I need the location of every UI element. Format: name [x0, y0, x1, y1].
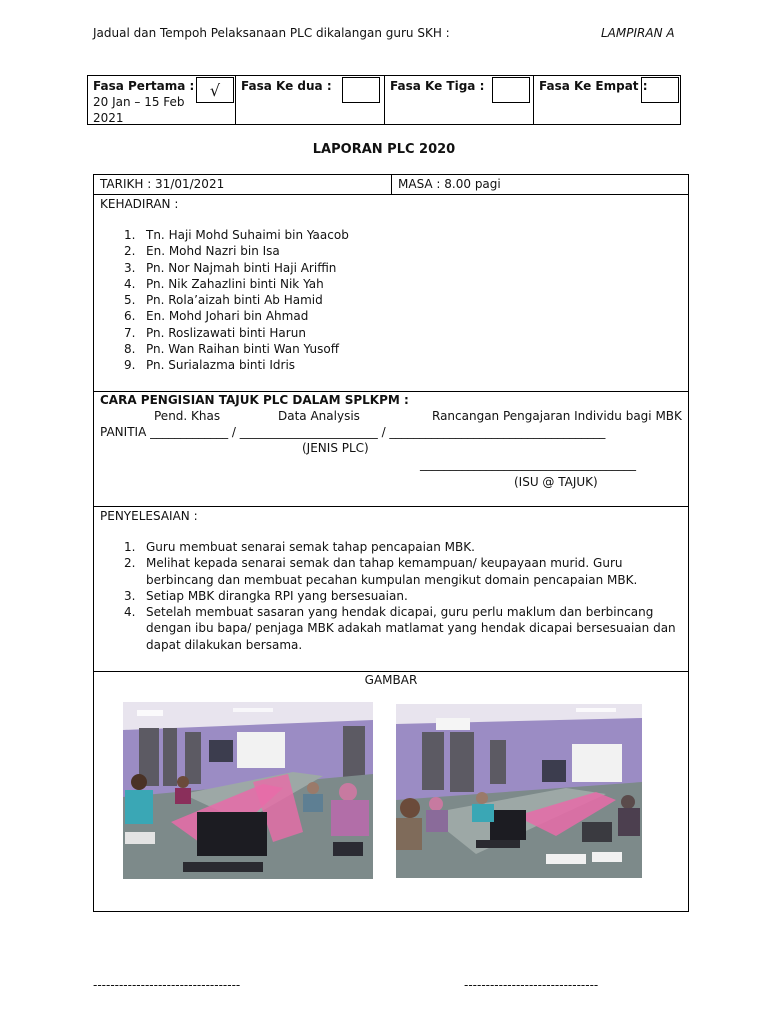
report-title: LAPORAN PLC 2020 [312, 142, 456, 157]
resolution-item [124, 588, 676, 604]
phase-table [87, 75, 681, 125]
report-time: MASA : 8.00 pagi [398, 177, 501, 191]
phase-checkbox-first[interactable]: √ [196, 77, 234, 103]
panitia-value: Pend. Khas [154, 409, 221, 423]
meeting-photo-1-image [123, 702, 373, 879]
cell-divider [391, 175, 392, 194]
attendee-item-number: 4. [124, 276, 136, 291]
plc-type-value: Data Analysis [278, 409, 360, 423]
resolution-item [124, 555, 676, 588]
report-table [93, 174, 689, 912]
attendee-item-text: Tn. Haji Mohd Suhaimi bin Yaacob [146, 228, 349, 242]
document-header-title: Jadual dan Tempoh Pelaksanaan PLC dikalangan guru SKH : [93, 26, 450, 40]
attachment-label: LAMPIRAN A [601, 26, 675, 40]
attendee-item-text: Pn. Nor Najmah binti Haji Ariffin [146, 260, 337, 275]
phase-label-fourth: Fasa Ke Empat : [539, 79, 648, 93]
attendance-row [94, 195, 688, 392]
attendee-item-text: Pn. Nik Zahazlini binti Nik Yah [146, 276, 324, 291]
resolution-item-text: Melihat kepada senarai semak dan tahap kemampuan/ keupayaan murid. Guru berbincang dan membuat pecahan kumpulan mengikut domain pencapaian MBK. [146, 556, 638, 587]
phase-cell-first [88, 76, 236, 124]
attendee-item [124, 341, 349, 357]
method-title: CARA PENGISIAN TAJUK PLC DALAM SPLKPM : [100, 393, 409, 407]
attendee-item-number: 8. [124, 342, 136, 357]
attendee-item-number: 5. [124, 293, 136, 308]
attendee-item [124, 308, 349, 324]
phase-cell-fourth [534, 76, 680, 124]
attendee-item-number: 3. [124, 260, 136, 275]
resolution-item-number: 3. [124, 588, 136, 603]
phase-cell-third [385, 76, 534, 124]
method-row [94, 392, 688, 507]
attendee-item-text: En. Mohd Johari bin Ahmad [146, 309, 309, 324]
topic-value: Rancangan Pengajaran Individu bagi MBK [432, 409, 682, 423]
resolution-item-text: Setelah membuat sasaran yang hendak dicapai, guru perlu maklum dan berbincang dengan ibu bapa/ penjaga MBK adakah matlamat yang hendak dicapai bersesuaian dan dapat dilakukan bersama. [146, 605, 676, 652]
phase-label-third: Fasa Ke Tiga : [390, 79, 485, 93]
meeting-photo-2-image [396, 704, 642, 878]
phase-checkbox-fourth[interactable] [641, 77, 679, 103]
date-time-row [94, 175, 688, 195]
attendee-item-text: Pn. Rola’aizah binti Ab Hamid [146, 293, 323, 308]
resolution-item-number: 2. [124, 556, 136, 571]
attendee-item-number: 1. [124, 228, 136, 242]
attendee-item [124, 276, 349, 292]
attendee-item-text: Pn. Roslizawati binti Harun [146, 325, 306, 340]
phase-checkbox-second[interactable] [342, 77, 380, 103]
resolution-title: PENYELESAIAN : [100, 509, 198, 523]
signature-line-left: ---------------------------------- [93, 978, 241, 992]
phase-label-first: Fasa Pertama : [93, 79, 195, 93]
phase-cell-second [236, 76, 385, 124]
photo-row [94, 672, 688, 912]
resolution-item-text: Guru membuat senarai semak tahap pencapaian MBK. [146, 540, 475, 554]
resolution-list [124, 539, 676, 653]
attendee-item [124, 357, 349, 373]
resolution-row [94, 507, 688, 672]
resolution-item [124, 604, 676, 653]
gallery-title: GAMBAR [364, 673, 418, 687]
resolution-item-number: 1. [124, 540, 136, 554]
phase-date-line2: 2021 [93, 111, 124, 125]
attendee-item [124, 227, 349, 243]
signature-line-right: ------------------------------- [464, 978, 599, 992]
topic-caption: (ISU @ TAJUK) [514, 475, 598, 489]
attendee-item-text: Pn. Wan Raihan binti Wan Yusoff [146, 342, 339, 357]
resolution-item-number: 4. [124, 605, 136, 620]
attendee-item-number: 2. [124, 244, 136, 259]
report-date: TARIKH : 31/01/2021 [100, 177, 225, 191]
attendee-item [124, 260, 349, 276]
attendee-list [124, 227, 349, 374]
attendee-item-number: 6. [124, 309, 136, 324]
attendance-title: KEHADIRAN : [100, 197, 179, 211]
attendee-item-text: En. Mohd Nazri bin Isa [146, 244, 280, 259]
meeting-photo-2 [396, 704, 642, 878]
attendee-item [124, 325, 349, 341]
phase-date-line1: 20 Jan – 15 Feb [93, 95, 185, 109]
plc-type-caption: (JENIS PLC) [302, 441, 369, 455]
attendee-item-number: 9. [124, 358, 136, 373]
attendee-item [124, 243, 349, 259]
attendee-item-number: 7. [124, 325, 136, 340]
attendee-item-text: Pn. Surialazma binti Idris [146, 358, 296, 373]
phase-date-first [93, 94, 185, 126]
phase-label-second: Fasa Ke dua : [241, 79, 332, 93]
panitia-form-line: PANITIA _____________ / _______________________ / ____________________________________ [100, 425, 606, 439]
resolution-item [124, 539, 676, 555]
meeting-photo-1 [123, 702, 373, 879]
resolution-item-text: Setiap MBK dirangka RPI yang bersesuaian. [146, 588, 408, 603]
topic-second-line: ____________________________________ [420, 457, 636, 471]
phase-checkbox-third[interactable] [492, 77, 530, 103]
attendee-item [124, 292, 349, 308]
